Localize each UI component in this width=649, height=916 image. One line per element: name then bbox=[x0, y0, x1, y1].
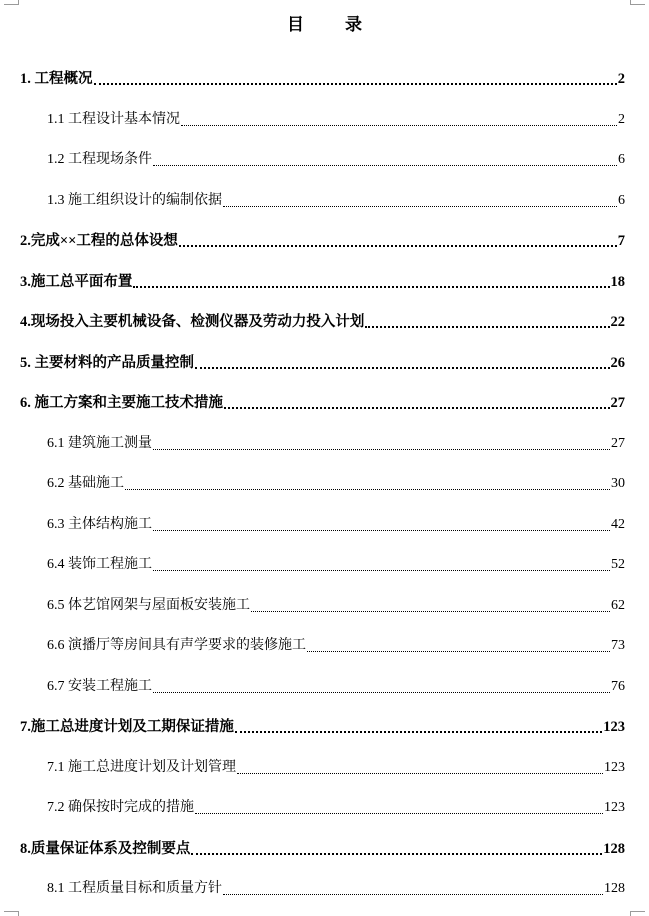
toc-entry[interactable] bbox=[47, 550, 625, 574]
dot-leader bbox=[179, 244, 617, 247]
toc-entry-label: 6.2 基础施工 bbox=[47, 476, 124, 491]
dot-leader bbox=[153, 164, 617, 166]
toc-entry-label: 6.7 安装工程施工 bbox=[47, 678, 152, 694]
toc-entry-label: 1.1 工程设计基本情况 bbox=[47, 111, 180, 127]
toc-entry-page-number: 128 bbox=[603, 840, 625, 857]
toc-entry-page-number: 42 bbox=[611, 516, 625, 532]
dot-leader bbox=[125, 488, 610, 490]
toc-entry-label: 3.施工总平面布置 bbox=[20, 273, 133, 290]
toc-entry-page-number: 73 bbox=[611, 638, 625, 653]
toc-entry[interactable] bbox=[20, 348, 625, 372]
dot-leader bbox=[181, 124, 617, 126]
toc-entry-label: 1.2 工程现场条件 bbox=[47, 152, 152, 167]
dot-leader bbox=[251, 610, 610, 612]
toc-entry-label: 4.现场投入主要机械设备、检测仪器及劳动力投入计划 bbox=[20, 314, 365, 330]
toc-entry[interactable] bbox=[47, 672, 625, 696]
toc-entry[interactable] bbox=[47, 469, 625, 493]
toc-entry[interactable] bbox=[47, 105, 625, 129]
page-corner-mark bbox=[4, 0, 19, 5]
toc-entry-page-number: 6 bbox=[618, 152, 625, 167]
toc-entry-label: 1.3 施工组织设计的编制依据 bbox=[47, 192, 222, 208]
dot-leader bbox=[191, 852, 602, 855]
toc-entry-page-number: 26 bbox=[610, 354, 625, 371]
dot-leader bbox=[153, 691, 610, 693]
dot-leader bbox=[224, 406, 610, 409]
toc-entry-page-number: 123 bbox=[603, 719, 625, 735]
toc-entry[interactable] bbox=[20, 64, 625, 88]
dot-leader bbox=[94, 82, 617, 85]
dot-leader bbox=[223, 205, 617, 207]
dot-leader bbox=[195, 812, 603, 814]
toc-entry-label: 1. 工程概况 bbox=[20, 71, 93, 87]
toc-entry-label: 7.1 施工总进度计划及计划管理 bbox=[47, 759, 236, 775]
toc-entry[interactable] bbox=[47, 793, 625, 817]
toc-entry-page-number: 7 bbox=[617, 233, 625, 249]
toc-entry-label: 6.6 演播厅等房间具有声学要求的装修施工 bbox=[47, 638, 306, 653]
dot-leader bbox=[307, 650, 610, 652]
toc-entry-page-number: 52 bbox=[611, 557, 625, 572]
toc-entry-page-number: 62 bbox=[611, 597, 625, 613]
dot-leader bbox=[237, 772, 603, 774]
toc-entry-label: 5. 主要材料的产品质量控制 bbox=[20, 354, 194, 371]
toc-entry[interactable] bbox=[20, 712, 625, 736]
toc-entry-page-number: 30 bbox=[611, 476, 625, 491]
toc-entry-page-number: 2 bbox=[618, 111, 625, 127]
toc-title: 目 录 bbox=[287, 15, 374, 34]
toc-entry-label: 2.完成××工程的总体设想 bbox=[20, 233, 178, 249]
dot-leader bbox=[153, 448, 610, 450]
toc-entry-label: 8.1 工程质量目标和质量方针 bbox=[47, 881, 222, 896]
toc-entry-page-number: 22 bbox=[610, 314, 625, 330]
toc-entry[interactable] bbox=[20, 388, 625, 412]
toc-entry-label: 6. 施工方案和主要施工技术措施 bbox=[20, 395, 223, 411]
toc-entry[interactable] bbox=[20, 226, 625, 250]
toc-entry-page-number: 76 bbox=[611, 678, 625, 694]
dot-leader bbox=[195, 366, 610, 369]
toc-entry[interactable] bbox=[20, 267, 625, 291]
toc-entry-page-number: 18 bbox=[610, 273, 625, 290]
toc-entry[interactable] bbox=[47, 186, 625, 210]
toc-entry-page-number: 2 bbox=[617, 71, 625, 87]
toc-entry-page-number: 27 bbox=[610, 395, 625, 411]
toc-entry[interactable] bbox=[47, 510, 625, 534]
toc-entry-label: 8.质量保证体系及控制要点 bbox=[20, 840, 191, 857]
dot-leader bbox=[235, 730, 602, 733]
page-corner-mark bbox=[4, 911, 19, 916]
toc-entry-label: 6.1 建筑施工测量 bbox=[47, 435, 152, 451]
dot-leader bbox=[365, 325, 609, 328]
dot-leader bbox=[153, 529, 610, 531]
toc-entry-label: 7.2 确保按时完成的措施 bbox=[47, 800, 194, 815]
dot-leader bbox=[223, 893, 603, 895]
toc-entry[interactable] bbox=[47, 429, 625, 453]
toc-entry[interactable] bbox=[47, 874, 625, 898]
toc-entry[interactable] bbox=[20, 307, 625, 331]
toc-entry-label: 6.5 体艺馆网架与屋面板安装施工 bbox=[47, 597, 250, 613]
toc-entry-page-number: 27 bbox=[611, 435, 625, 451]
toc-entry[interactable] bbox=[47, 631, 625, 655]
toc-entry-label: 7.施工总进度计划及工期保证措施 bbox=[20, 719, 234, 735]
page-corner-mark bbox=[630, 0, 645, 5]
toc-entry[interactable] bbox=[47, 591, 625, 615]
dot-leader bbox=[133, 285, 609, 288]
toc-entry-label: 6.3 主体结构施工 bbox=[47, 516, 152, 532]
toc-entry[interactable] bbox=[47, 145, 625, 169]
dot-leader bbox=[153, 569, 610, 571]
toc-entry-page-number: 123 bbox=[604, 759, 625, 775]
toc-entry-label: 6.4 装饰工程施工 bbox=[47, 557, 152, 572]
toc-entry-page-number: 6 bbox=[618, 192, 625, 208]
toc-entry-page-number: 123 bbox=[604, 800, 625, 815]
page-corner-mark bbox=[630, 911, 645, 916]
toc-entry-page-number: 128 bbox=[604, 881, 625, 896]
toc-entry[interactable] bbox=[47, 753, 625, 777]
toc-entry[interactable] bbox=[20, 834, 625, 858]
